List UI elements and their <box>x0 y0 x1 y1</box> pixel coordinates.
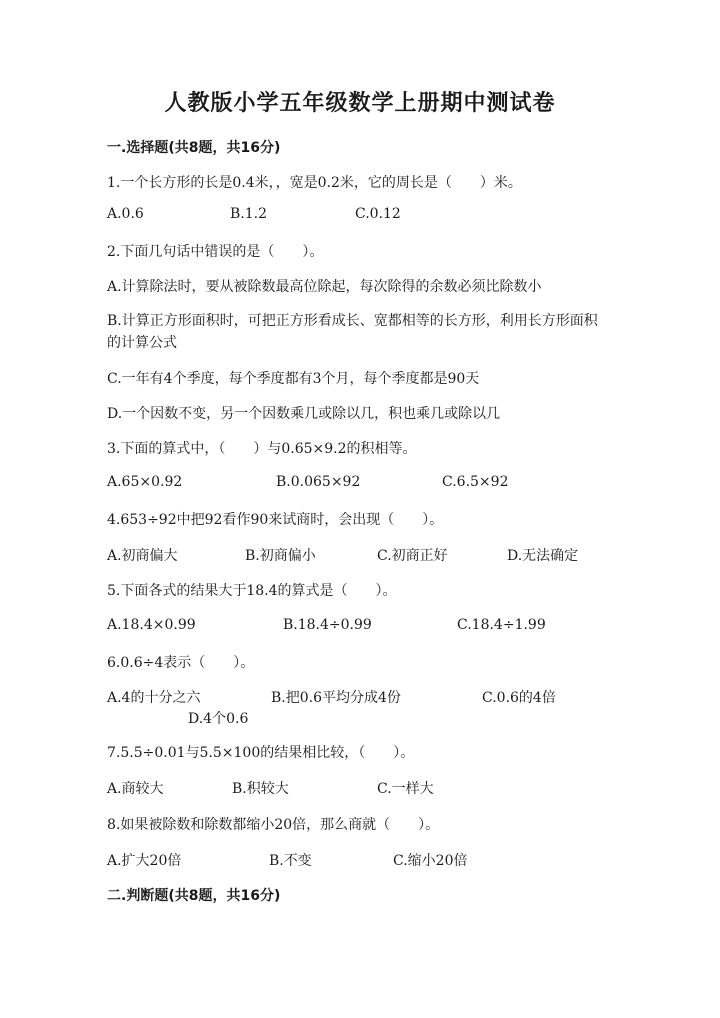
question-1: 1.一个长方形的长是0.4米，，宽是0.2米，它的周长是（ ）米。 <box>107 175 522 191</box>
question-8: 8.如果被除数和除数都缩小20倍，那么商就（ ）。 <box>107 817 440 833</box>
q8-option-b: B.不变 <box>269 853 312 869</box>
q7-option-b: B.积较大 <box>232 781 289 797</box>
question-4: 4.653÷92中把92看作90来试商时，会出现（ ）。 <box>107 512 444 528</box>
q3-option-a: A.65×0.92 <box>107 474 183 490</box>
q5-option-a: A.18.4×0.99 <box>107 617 196 633</box>
q5-option-b: B.18.4÷0.99 <box>283 617 372 633</box>
q7-option-c: C.一样大 <box>377 781 434 797</box>
q4-option-d: D.无法确定 <box>507 548 579 564</box>
q1-option-a: A.0.6 <box>107 206 144 222</box>
question-7: 7.5.5÷0.01与5.5×100的结果相比较，（ ）。 <box>107 745 415 761</box>
q6-option-c: C.0.6的4倍 <box>482 690 556 706</box>
q2-option-a: A.计算除法时，要从被除数最高位除起，每次除得的余数必须比除数小 <box>107 279 542 295</box>
q4-option-b: B.初商偏小 <box>245 548 316 564</box>
question-5: 5.下面各式的结果大于18.4的算式是（ ）。 <box>107 583 397 599</box>
q6-option-b: B.把0.6平均分成4份 <box>271 690 401 706</box>
q2-option-b: B.计算正方形面积时，可把正方形看成长、宽都相等的长方形，利用长方形面积的计算公式 <box>107 313 598 351</box>
q5-option-c: C.18.4÷1.99 <box>457 617 546 633</box>
q4-option-a: A.初商偏大 <box>107 548 178 564</box>
question-2: 2.下面几句话中错误的是（ ）。 <box>107 244 324 260</box>
q7-option-a: A.商较大 <box>107 781 164 797</box>
section-choice-heading: 一.选择题(共8题，共16分) <box>107 140 281 156</box>
q1-option-b: B.1.2 <box>230 206 268 222</box>
q6-option-a: A.4的十分之六 <box>107 690 201 706</box>
question-6: 6.0.6÷4表示（ ）。 <box>107 655 255 671</box>
question-3: 3.下面的算式中，（ ）与0.65×9.2的积相等。 <box>107 441 417 457</box>
q2-option-c: C.一年有4个季度，每个季度都有3个月，每个季度都是90天 <box>107 371 480 387</box>
q3-option-b: B.0.065×92 <box>276 474 361 490</box>
section-judgement-heading: 二.判断题(共8题，共16分) <box>107 888 281 904</box>
q1-option-c: C.0.12 <box>355 206 401 222</box>
q2-option-d: D.一个因数不变，另一个因数乘几或除以几，积也乘几或除以几 <box>107 406 501 422</box>
q4-option-c: C.初商正好 <box>377 548 448 564</box>
q6-option-d: D.4个0.6 <box>188 711 249 727</box>
q8-option-a: A.扩大20倍 <box>107 853 182 869</box>
page-title: 人教版小学五年级数学上册期中测试卷 <box>164 91 556 116</box>
q8-option-c: C.缩小20倍 <box>393 853 468 869</box>
q3-option-c: C.6.5×92 <box>442 474 509 490</box>
